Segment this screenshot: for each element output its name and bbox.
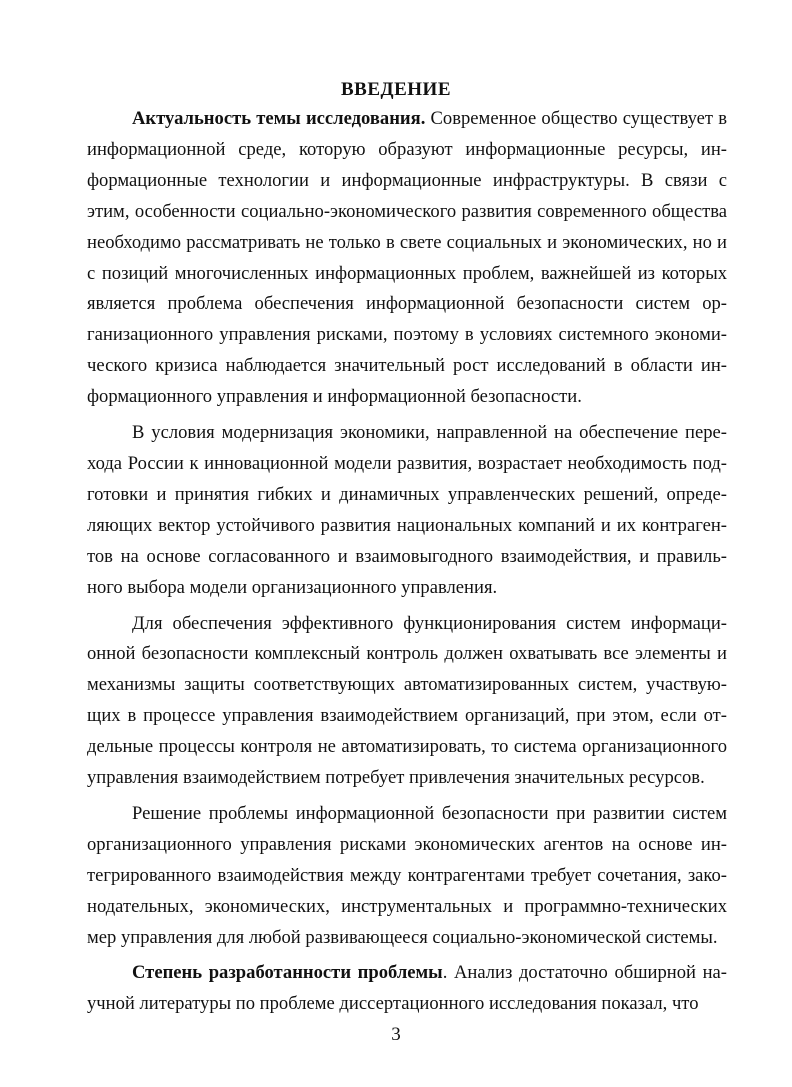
paragraph-text: Решение проблемы информационной безопасности при развитии систем организационного управления рисками экономических агентов на основе интегрированного взаимодействия между контрагентами требует сочетания, законодательных, экономических, инструментальных и программно-технических мер управления для любой развивающееся социально-экономической системы. (87, 802, 727, 948)
paragraph-text: В условия модернизация экономики, направленной на обеспечение перехода России к инновационной модели развития, возрастает необходимость подготовки и принятия гибких и динамичных управленческих решений, определяющих вектор устойчивого развития национальных компаний и их контрагентов на основе согласованного и взаимовыгодного взаимодействия, и правильного выбора модели организационного управления. (87, 422, 727, 598)
paragraph-lead: Актуальность темы исследования. (132, 108, 426, 129)
paragraph-modernization (87, 418, 727, 603)
paragraph-text: Современное общество существует в информационной среде, которую образуют информационные ресурсы, информационные технологии и информационные инфраструктуры. В связи с этим, особенности социально-экономического развития современного общества необходимо рассматривать не только в свете социальных и экономических, но и с позиций многочисленных информационных проблем, важнейшей из которых является проблема обеспечения информационной безопасности систем организационного управления рисками, поэтому в условиях системного экономического кризиса наблюдается значительный рост исследований в области информационного управления и информационной безопасности. (87, 108, 727, 408)
paragraph-lead: Степень разработанности проблемы (132, 962, 443, 984)
paragraph-degree-of-development (87, 958, 727, 1020)
page-number: 3 (391, 1024, 401, 1045)
paragraph-text: Для обеспечения эффективного функционирования систем информационной безопасности комплексный контроль должен охватывать все элементы и механизмы защиты соответствующих автоматизированных систем, участвующих в процессе управления взаимодействием организаций, при этом, если отдельные процессы контроля не автоматизировать, то система организационного управления взаимодействием потребует привлечения значительных ресурсов. (87, 612, 727, 789)
body-text (87, 104, 727, 1020)
paragraph-text: . Анализ достаточно обширной научной литературы по проблеме диссертационного исследования показал, что (87, 962, 727, 1015)
paragraph-problem-solution (87, 799, 727, 954)
paragraph-security-control (87, 609, 727, 794)
paragraph-relevance (87, 104, 727, 413)
page-title: ВВЕДЕНИЕ (341, 79, 451, 100)
